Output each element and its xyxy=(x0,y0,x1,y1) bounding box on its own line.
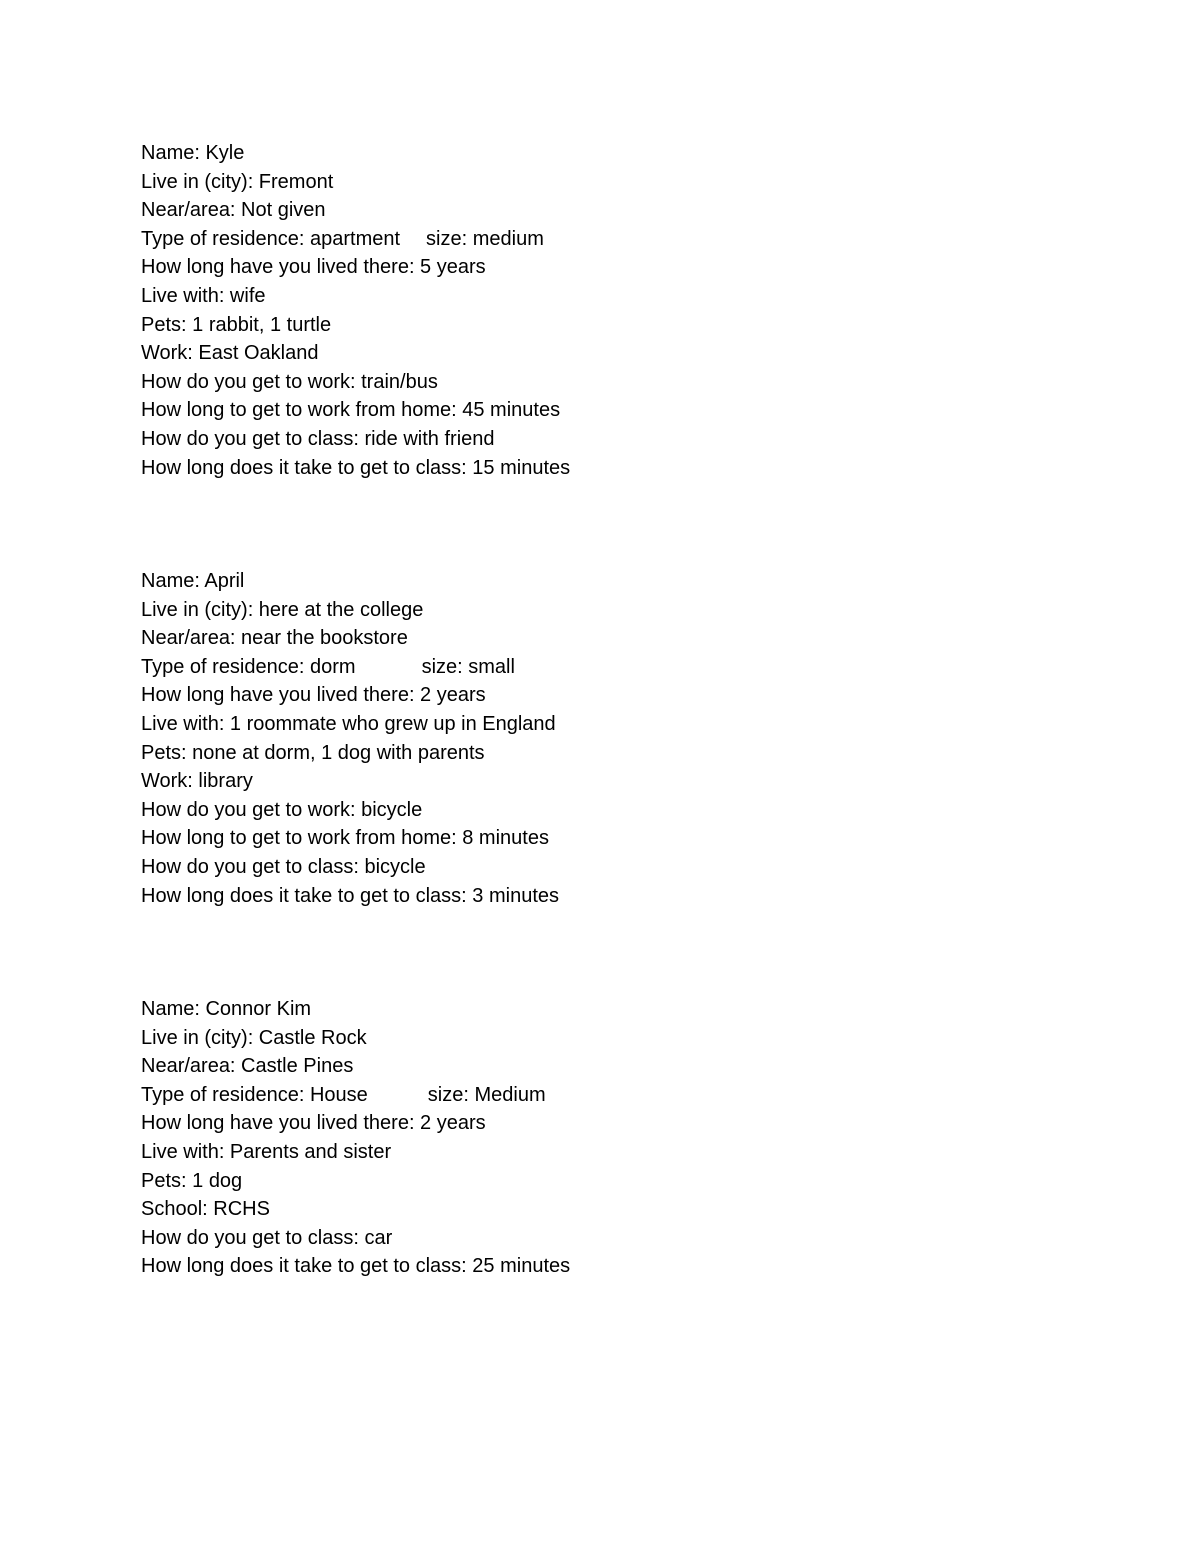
profile-live-with: Live with: 1 roommate who grew up in England xyxy=(141,712,556,735)
residence-type: Type of residence: apartment xyxy=(141,227,401,250)
profile-name: Name: Kyle xyxy=(141,142,245,164)
profile-residence xyxy=(141,225,570,254)
profile-city: Live in (city): Castle Rock xyxy=(141,1026,367,1049)
residence-size: size: small xyxy=(421,655,515,678)
profile-school: School: RCHS xyxy=(141,1198,270,1221)
profile-area: Near/area: Not given xyxy=(141,199,326,222)
residence-size: size: Medium xyxy=(427,1083,546,1106)
profile-area: Near/area: Castle Pines xyxy=(141,1055,354,1078)
profile-pets: Pets: 1 rabbit, 1 turtle xyxy=(141,313,332,336)
profile-april xyxy=(141,567,559,910)
residence-size: size: medium xyxy=(426,227,544,250)
profile-work: Work: library xyxy=(141,770,253,793)
profile-connor-kim xyxy=(141,995,570,1281)
profile-duration: How long have you lived there: 5 years xyxy=(141,256,486,279)
profile-residence xyxy=(141,653,559,682)
profile-work-time: How long to get to work from home: 8 minutes xyxy=(141,827,549,850)
profile-city: Live in (city): here at the college xyxy=(141,598,424,621)
profile-pets: Pets: none at dorm, 1 dog with parents xyxy=(141,741,485,764)
profile-duration: How long have you lived there: 2 years xyxy=(141,684,486,707)
profile-work: Work: East Oakland xyxy=(141,342,319,365)
profile-class-transport: How do you get to class: ride with friend xyxy=(141,427,495,450)
profile-city: Live in (city): Fremont xyxy=(141,170,334,193)
profile-live-with: Live with: wife xyxy=(141,284,266,307)
profile-pets: Pets: 1 dog xyxy=(141,1169,243,1192)
profile-name: Name: Connor Kim xyxy=(141,998,312,1020)
profile-work-time: How long to get to work from home: 45 minutes xyxy=(141,399,561,422)
profile-kyle xyxy=(141,139,570,482)
profile-duration: How long have you lived there: 2 years xyxy=(141,1112,486,1135)
profile-live-with: Live with: Parents and sister xyxy=(141,1140,392,1163)
profile-name: Name: April xyxy=(141,570,245,592)
residence-type: Type of residence: dorm xyxy=(141,655,356,678)
profile-class-transport: How do you get to class: car xyxy=(141,1226,393,1249)
profile-work-transport: How do you get to work: bicycle xyxy=(141,798,423,821)
profile-class-time: How long does it take to get to class: 15 minutes xyxy=(141,456,571,479)
residence-type: Type of residence: House xyxy=(141,1083,368,1106)
profile-class-transport: How do you get to class: bicycle xyxy=(141,855,426,878)
profile-class-time: How long does it take to get to class: 25 minutes xyxy=(141,1255,571,1278)
profile-area: Near/area: near the bookstore xyxy=(141,627,408,650)
profile-class-time: How long does it take to get to class: 3 minutes xyxy=(141,884,559,907)
profile-work-transport: How do you get to work: train/bus xyxy=(141,370,438,393)
profile-residence xyxy=(141,1081,570,1110)
